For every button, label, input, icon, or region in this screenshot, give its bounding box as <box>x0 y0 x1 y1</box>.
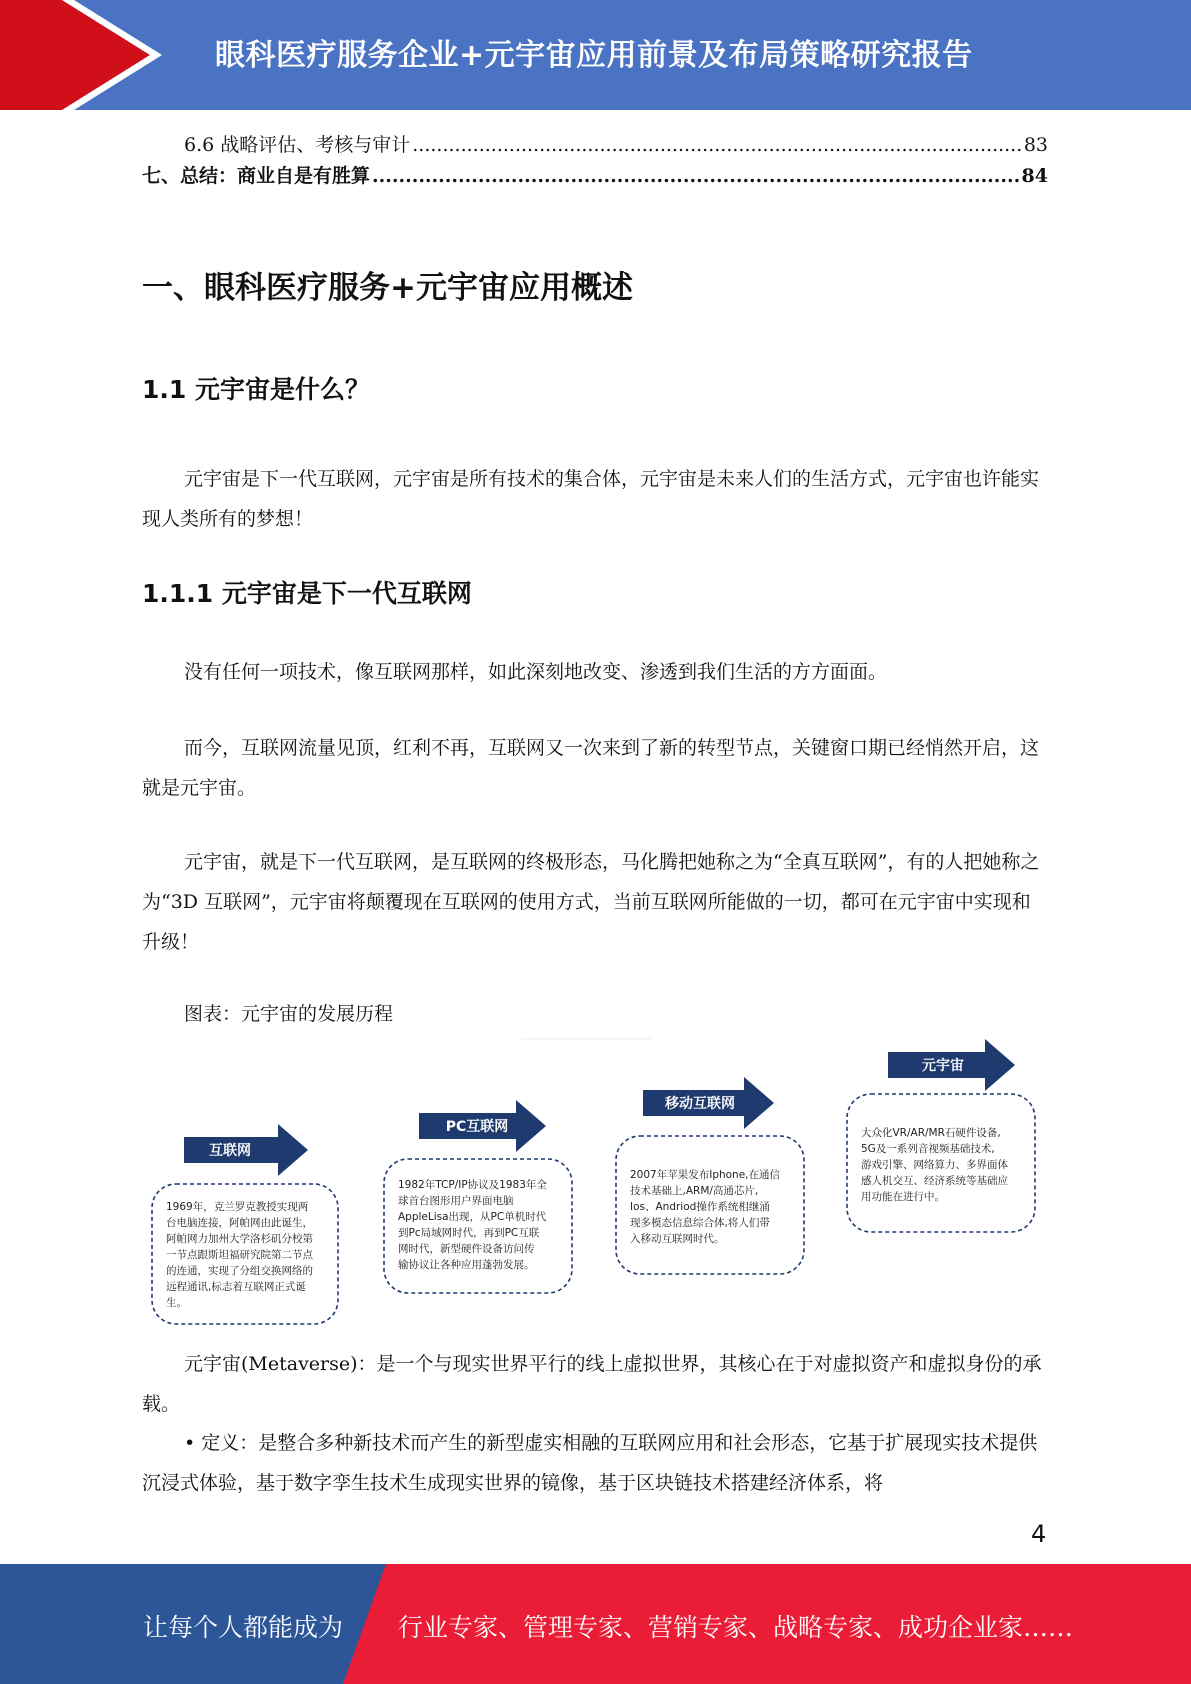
timeline-stage-internet <box>152 1124 338 1324</box>
stage-text-line: 球首台图形用户界面电脑 <box>398 1195 514 1207</box>
metaverse-timeline-diagram <box>142 1036 1042 1326</box>
toc-entry[interactable] <box>142 130 1048 157</box>
stage-text-line: 阿帕网力加州大学洛杉矶分校第 <box>166 1233 313 1245</box>
stage-text-line: 远程通讯,标志着互联网正式诞 <box>166 1281 306 1293</box>
stage-text-line: 技术基础上,ARM/高通芯片, <box>630 1185 759 1197</box>
toc-entry-page: 84 <box>1021 165 1048 187</box>
stage-text-line: 大众化VR/AR/MR石硬件设备, <box>861 1127 1001 1139</box>
toc-leader-dots <box>412 134 1022 156</box>
metaverse-paragraph: 元宇宙(Metaverse)：是一个与现实世界平行的线上虚拟世界，其核心在于对虚拟资产和虚拟身份的承载。 <box>142 1353 1042 1415</box>
page-header <box>0 0 1191 110</box>
stage-text-line: 网时代，新型硬件设备访问传 <box>398 1243 535 1255</box>
figure-caption: 图表：元宇宙的发展历程 <box>184 1003 394 1025</box>
section-heading: 一、眼科医疗服务+元宇宙应用概述 <box>142 270 633 306</box>
stage-text-line: 用功能在进行中。 <box>861 1191 945 1203</box>
stage-label: PC互联网 <box>445 1119 509 1135</box>
toc-entry-label: 七、总结：商业自是有胜算 <box>142 165 371 187</box>
footer-slogan-left: 让每个人都能成为 <box>143 1613 344 1642</box>
stage-text-line: 1982年TCP/IP协议及1983年全 <box>398 1179 547 1191</box>
stage-label: 互联网 <box>209 1143 251 1159</box>
body-paragraph: 没有任何一项技术，像互联网那样，如此深刻地改变、渗透到我们生活的方方面面。 <box>184 661 888 683</box>
stage-text-line: 现多模态信息综合体,将人们带 <box>630 1217 770 1229</box>
stage-text-line: 2007年苹果发布Iphone,在通信 <box>630 1169 781 1181</box>
stage-text-line: 5G及一系列音视频基础技术, <box>861 1143 995 1155</box>
page-footer <box>0 1564 1191 1684</box>
timeline-stage-pc-internet <box>384 1100 572 1293</box>
toc-entry[interactable] <box>142 161 1048 188</box>
toc-entry-label: 6.6 战略评估、考核与审计 <box>184 134 411 156</box>
stage-text-line: 输协议让各种应用蓬勃发展。 <box>398 1259 535 1271</box>
intro-paragraph: 元宇宙是下一代互联网，元宇宙是所有技术的集合体，元宇宙是未来人们的生活方式，元宇宙也许能实现人类所有的梦想！ <box>142 468 1040 530</box>
toc-entry-page: 83 <box>1023 134 1048 156</box>
stage-text-line: 的连通，实现了分组交换网络的 <box>166 1265 313 1277</box>
page-number: 4 <box>1031 1520 1047 1548</box>
stage-text-line: AppleLisa出现，从PC单机时代 <box>398 1211 547 1223</box>
toc-leader-dots <box>372 165 1020 187</box>
body-paragraph: 元宇宙，就是下一代互联网，是互联网的终极形态，马化腾把她称之为“全真互联网”，有的人把她称之为“3D 互联网”，元宇宙将颠覆现在互联网的使用方式，当前互联网所能做的一切，都可在元宇宙中实现和升级！ <box>142 851 1040 953</box>
stage-label: 移动互联网 <box>665 1096 735 1112</box>
timeline-stage-metaverse <box>847 1039 1035 1232</box>
stage-text-line: 游戏引擎、网络算力、多界面体 <box>861 1159 1008 1171</box>
footer-slogan-right: 行业专家、管理专家、营销专家、战略专家、成功企业家…… <box>398 1613 1074 1642</box>
stage-text-line: 1969年，克兰罗克教授实现两 <box>166 1201 309 1213</box>
stage-label: 元宇宙 <box>922 1058 964 1074</box>
timeline-stage-mobile-internet <box>616 1077 804 1274</box>
stage-text-line: 生。 <box>166 1297 187 1309</box>
definition-paragraph: • 定义：是整合多种新技术而产生的新型虚实相融的互联网应用和社会形态，它基于扩展现实技术提供沉浸式体验，基于数字孪生技术生成现实世界的镜像，基于区块链技术搭建经济体系，将 <box>142 1432 1038 1494</box>
subsubsection-heading: 1.1.1 元宇宙是下一代互联网 <box>142 579 472 608</box>
body-paragraph: 而今，互联网流量见顶，红利不再，互联网又一次来到了新的转型节点，关键窗口期已经悄然开启，这就是元宇宙。 <box>142 737 1040 799</box>
stage-text-line: 感人机交互、经济系统等基础应 <box>861 1175 1008 1187</box>
stage-text-line: 台电脑连接，阿帕网由此诞生， <box>166 1217 313 1229</box>
stage-text-line: 到Pc局域网时代，再到PC互联 <box>398 1227 540 1239</box>
subsection-heading: 1.1 元宇宙是什么？ <box>142 375 370 404</box>
report-title: 眼科医疗服务企业+元宇宙应用前景及布局策略研究报告 <box>215 38 973 73</box>
stage-text-line: 入移动互联网时代。 <box>630 1233 725 1245</box>
stage-text-line: 一节点跟斯坦福研究院第二节点 <box>166 1249 313 1261</box>
stage-text-line: Ios、Andriod操作系统相继涌 <box>630 1201 770 1213</box>
